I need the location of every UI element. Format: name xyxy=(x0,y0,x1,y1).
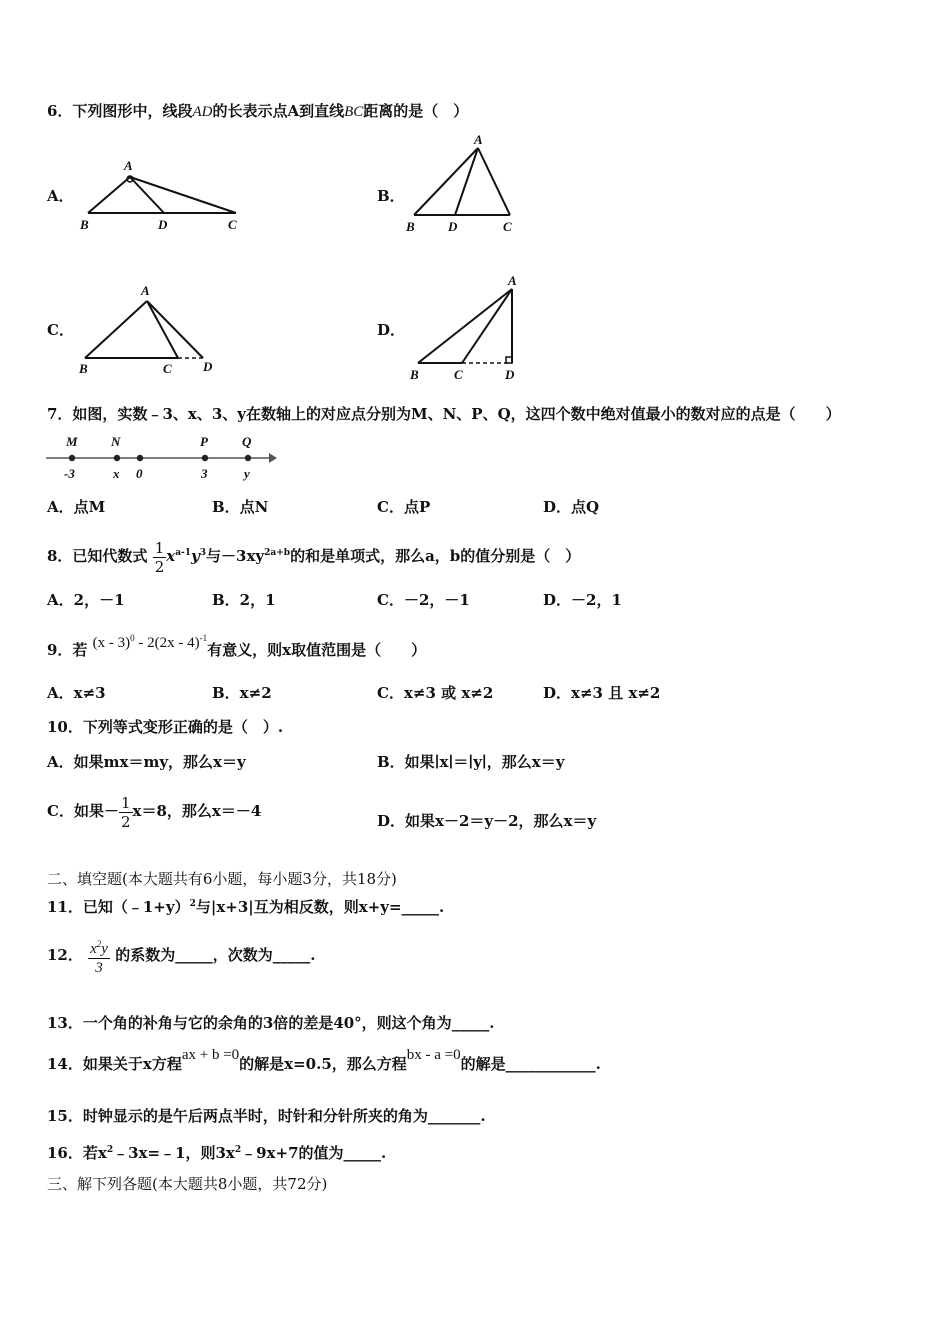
q13: 13．一个角的补角与它的余角的3倍的差是40°，则这个角为_____. xyxy=(47,1014,495,1032)
q10-option-d[interactable]: D．如果x－2＝y－2，那么x＝y xyxy=(377,812,597,830)
q7-point-n: N xyxy=(111,434,121,449)
q10-frac-num: 1 xyxy=(120,793,131,812)
q8-term1-exp: a-1 xyxy=(175,548,192,558)
q8-frac-den: 2 xyxy=(154,557,165,576)
q8-option-a[interactable]: A．2，－1 xyxy=(47,591,125,609)
q10-option-b[interactable]: B．如果∣x∣＝∣y∣，那么x＝y xyxy=(377,753,565,771)
q8-option-d[interactable]: D．－2，1 xyxy=(543,591,622,609)
q7-option-c[interactable]: C．点P xyxy=(377,498,431,516)
q9-stem xyxy=(47,630,426,667)
q14-c: 的解是____________. xyxy=(460,1055,601,1073)
q12-num-y: y xyxy=(101,941,108,957)
q9-option-d[interactable]: D．x≠3 且 x≠2 xyxy=(543,684,661,702)
section-2-heading: 二、填空题(本大题共有6小题，每小题3分，共18分) xyxy=(47,870,397,888)
q6a-label-b: B xyxy=(80,217,89,232)
q6d-label-a: A xyxy=(508,273,517,288)
q12-num-exp: 2 xyxy=(96,939,102,949)
q10-option-c[interactable] xyxy=(47,790,261,832)
q6-stem-c: 距离的是（ ） xyxy=(363,102,469,120)
q6d-label-d: D xyxy=(505,367,515,382)
q6c-label-c: C xyxy=(163,361,172,376)
q16-c: ﹣9x+7的值为_____. xyxy=(241,1144,387,1162)
q6-stem-a: 6．下列图形中，线段 xyxy=(47,102,193,120)
q8-option-c[interactable]: C．－2，－1 xyxy=(377,591,470,609)
q7-point-q: Q xyxy=(242,434,252,449)
q8-stem-c: 的和是单项式，那么a，b的值分别是（ ） xyxy=(290,547,581,565)
q11 xyxy=(47,894,444,917)
q11-exp: 2 xyxy=(189,899,196,909)
q7-point-p: P xyxy=(200,434,208,449)
q8-option-b[interactable]: B．2，1 xyxy=(212,591,276,609)
q6-stem xyxy=(47,101,468,122)
q9-exp0: 0 xyxy=(130,633,135,643)
q6-option-c[interactable]: C． xyxy=(47,321,74,339)
q10-fraction xyxy=(119,794,133,831)
q6d-label-c: C xyxy=(454,367,463,382)
q14-eq1: ax + b =0 xyxy=(181,1047,240,1063)
q6-figure-d xyxy=(404,275,534,385)
q8-term1-yexp: 3 xyxy=(199,548,207,558)
q15: 15．时钟显示的是午后两点半时，时针和分针所夹的角为_______. xyxy=(47,1107,486,1125)
q10-option-a[interactable]: A．如果mx＝my，那么x＝y xyxy=(47,753,246,771)
q6d-label-b: B xyxy=(410,367,419,382)
q14-b: 的解是x=0.5，那么方程 xyxy=(239,1055,407,1073)
q6a-label-d: D xyxy=(158,217,168,232)
q7-option-a[interactable]: A．点M xyxy=(47,498,106,516)
q6-option-d[interactable]: D． xyxy=(377,321,406,339)
q8-stem-a: 8．已知代数式 xyxy=(47,547,148,565)
q8-term1: x xyxy=(166,547,176,565)
arrow-icon xyxy=(269,453,277,463)
q6-option-a[interactable]: A． xyxy=(47,187,74,205)
q9-expr2: - 2(2x - 4) xyxy=(134,635,200,651)
q6-figure-c xyxy=(75,283,225,378)
q6b-label-c: C xyxy=(503,219,512,234)
q6a-label-a: A xyxy=(124,158,133,173)
q6-figure-a xyxy=(78,155,248,235)
q10-optc-a: C．如果－ xyxy=(47,802,119,820)
q12 xyxy=(47,932,315,978)
section-3-heading: 三、解下列各题(本大题共8小题，共72分) xyxy=(47,1175,328,1193)
q7-value-x: x xyxy=(113,466,120,481)
q9-option-b[interactable]: B．x≠2 xyxy=(212,684,272,702)
q6-segment: AD xyxy=(192,104,213,120)
q12-num-x: x xyxy=(90,941,97,957)
q7-value-3: 3 xyxy=(201,466,208,481)
q7-stem: 7．如图，实数﹣3、x、3、y在数轴上的对应点分别为M、N、P、Q，这四个数中绝对值最小的数对应的点是（ ） xyxy=(47,405,841,423)
q12-a: 12． xyxy=(47,946,83,964)
q16-a: 16．若x xyxy=(47,1144,107,1162)
q8-fraction xyxy=(153,539,167,576)
q6-option-b[interactable]: B． xyxy=(377,187,405,205)
q6c-label-b: B xyxy=(79,361,88,376)
q8-frac-num: 1 xyxy=(154,538,165,557)
q6a-label-c: C xyxy=(228,217,237,232)
q16-b: ﹣3x=﹣1，则3x xyxy=(113,1144,235,1162)
q12-fraction xyxy=(88,935,110,977)
q9-stem-a: 9．若 xyxy=(47,641,88,659)
q9-option-a[interactable]: A．x≠3 xyxy=(47,684,106,702)
q7-point-m: M xyxy=(66,434,78,449)
q12-den: 3 xyxy=(95,960,103,976)
q6c-label-d: D xyxy=(203,359,213,374)
q16 xyxy=(47,1140,386,1163)
q14-eq2: bx - a =0 xyxy=(406,1047,461,1063)
q8-stem xyxy=(47,532,580,577)
q6c-label-a: A xyxy=(141,283,150,298)
q6b-label-d: D xyxy=(448,219,458,234)
q8-term1-y: y xyxy=(191,547,200,565)
q14 xyxy=(47,1046,601,1083)
q6-line: BC xyxy=(344,104,364,120)
q10-stem: 10．下列等式变形正确的是（ ）. xyxy=(47,718,284,736)
q11-b: 与|x+3|互为相反数，则x+y=_____. xyxy=(195,898,445,916)
q7-value-neg3: -3 xyxy=(64,466,75,481)
q9-exp1: -1 xyxy=(199,633,208,643)
q16-exp2: 2 xyxy=(234,1145,242,1155)
q7-option-b[interactable]: B．点N xyxy=(212,498,269,516)
q6b-label-b: B xyxy=(406,219,415,234)
q16-exp: 2 xyxy=(106,1145,114,1155)
q9-expr: (x - 3) xyxy=(92,635,131,651)
q6b-label-a: A xyxy=(474,132,483,147)
q6-figure-b xyxy=(402,134,527,239)
q10-frac-den: 2 xyxy=(120,812,131,831)
q7-value-0: 0 xyxy=(136,466,143,481)
q9-stem-b: 有意义，则x取值范围是（ ） xyxy=(207,641,427,659)
q9-option-c[interactable]: C．x≠3 或 x≠2 xyxy=(377,684,494,702)
q6-stem-b: 的长表示点A到直线 xyxy=(212,102,345,120)
q12-b: 的系数为_____，次数为_____. xyxy=(115,946,316,964)
q11-a: 11．已知（﹣1+y） xyxy=(47,898,190,916)
q7-value-y: y xyxy=(244,466,250,481)
q7-option-d[interactable]: D．点Q xyxy=(543,498,600,516)
q8-stem-b: 与－3xy xyxy=(206,547,265,565)
q10-optc-b: x＝8，那么x＝－4 xyxy=(132,802,262,820)
q7-number-line xyxy=(44,432,279,484)
q14-a: 14．如果关于x方程 xyxy=(47,1055,182,1073)
q8-term2-exp: 2a+b xyxy=(264,548,291,558)
